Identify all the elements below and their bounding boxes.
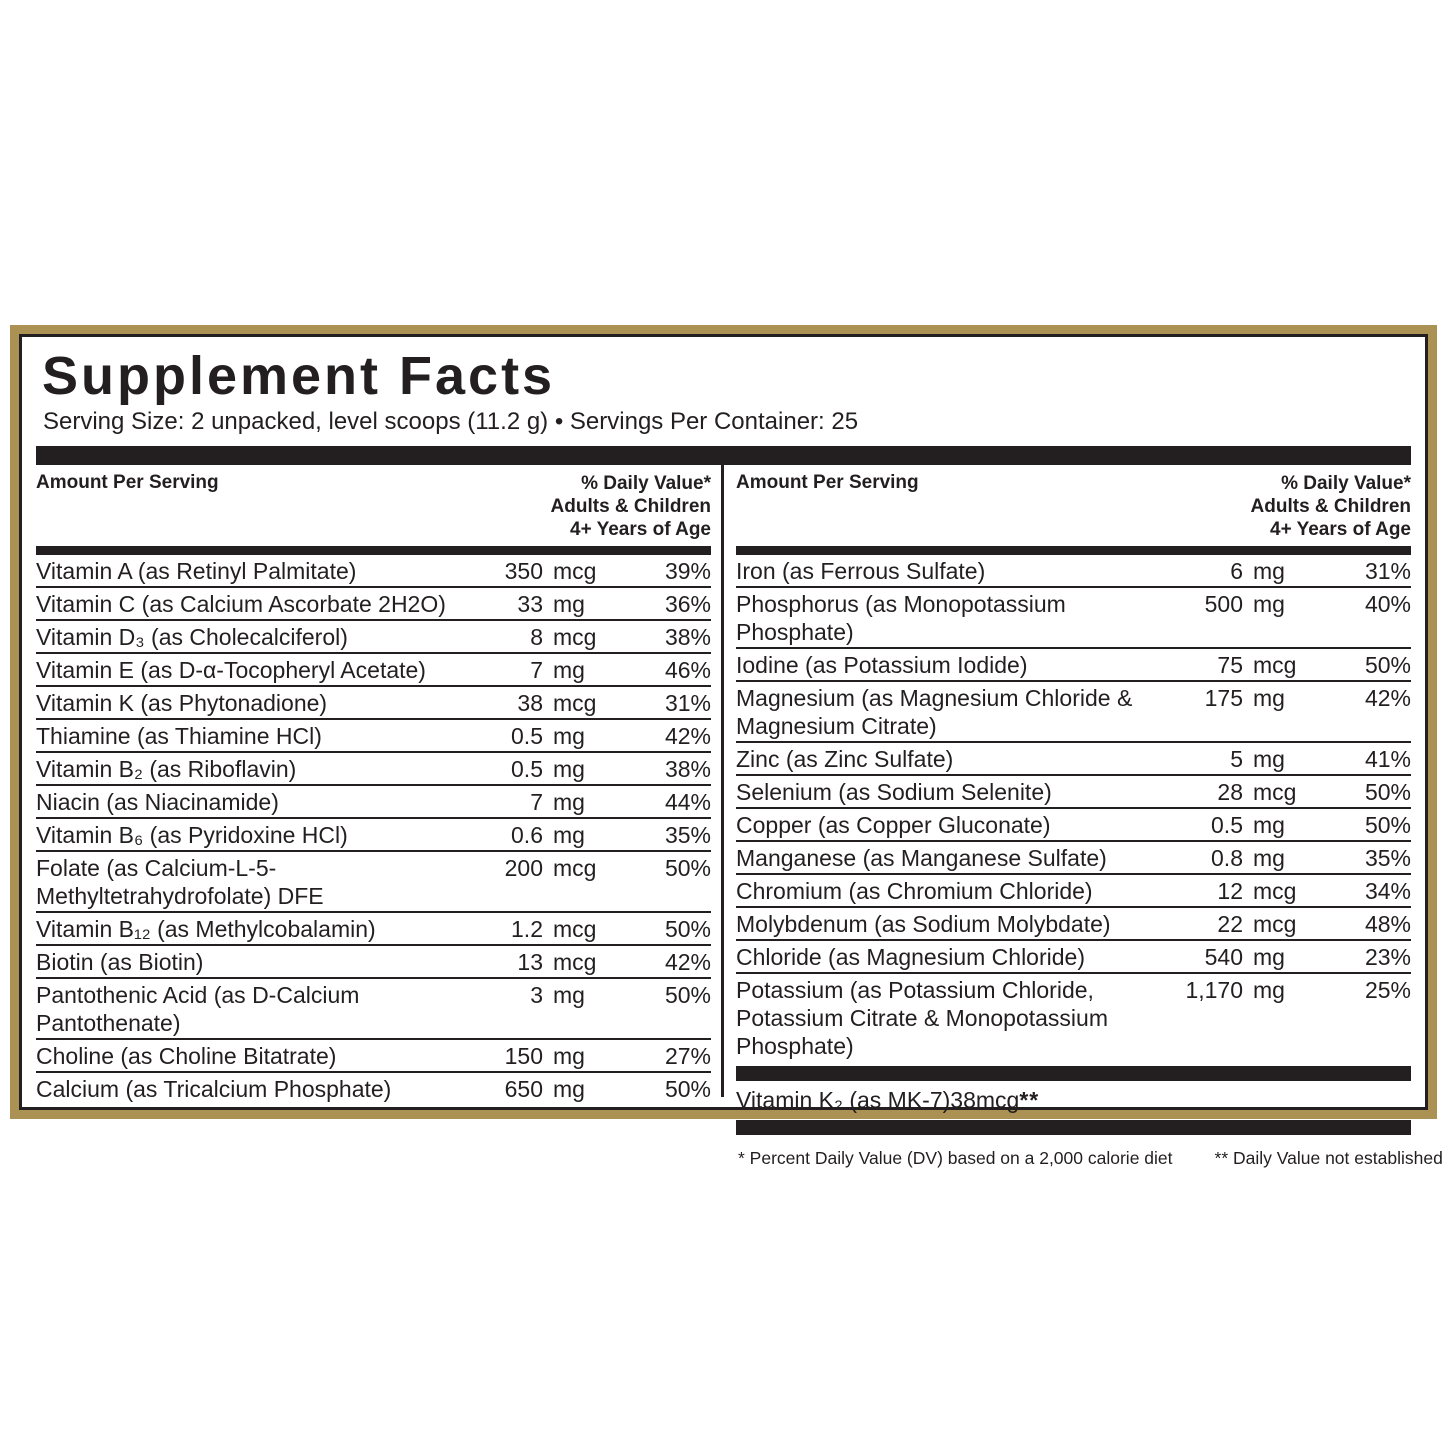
nutrient-amount: 75 bbox=[1217, 652, 1243, 678]
nutrient-row bbox=[36, 946, 711, 979]
amount-per-serving-label: Amount Per Serving bbox=[736, 472, 919, 493]
nutrient-row bbox=[36, 621, 711, 654]
nutrient-row bbox=[736, 908, 1411, 941]
nutrient-amount: 8 bbox=[530, 624, 543, 650]
nutrient-name: Folate (as Calcium-L-5-Methyltetrahydrofolate) DFE bbox=[36, 855, 324, 909]
supplement-facts-panel bbox=[10, 325, 1443, 1168]
panel-inner-border bbox=[19, 334, 1443, 1168]
nutrient-dv: 42% bbox=[1364, 685, 1411, 711]
nutrient-amount: 650 bbox=[504, 1076, 543, 1102]
daily-value-line3: 4+ Years of Age bbox=[1270, 519, 1411, 540]
nutrient-unit: mcg bbox=[553, 558, 597, 584]
nutrient-unit: mg bbox=[1253, 685, 1285, 711]
nutrient-unit: mcg bbox=[553, 855, 597, 881]
nutrient-dv: 42% bbox=[664, 723, 711, 749]
nutrient-row bbox=[736, 555, 1411, 588]
nutrient-name: Thiamine (as Thiamine HCl) bbox=[36, 723, 322, 749]
nutrient-amount: 13 bbox=[517, 949, 543, 975]
nutrient-dv: 38% bbox=[664, 756, 711, 782]
nutrient-name: Vitamin B₁₂ (as Methylcobalamin) bbox=[36, 916, 376, 942]
nutrient-dv-not-established: ** bbox=[1019, 1087, 1040, 1113]
nutrient-name: Chloride (as Magnesium Chloride) bbox=[736, 944, 1085, 970]
nutrient-row bbox=[736, 842, 1411, 875]
nutrient-name: Selenium (as Sodium Selenite) bbox=[736, 779, 1052, 805]
nutrient-dv: 50% bbox=[1364, 812, 1411, 838]
nutrient-amount: 22 bbox=[1217, 911, 1243, 937]
nutrient-unit: mg bbox=[1253, 558, 1285, 584]
nutrient-name: Vitamin A (as Retinyl Palmitate) bbox=[36, 558, 357, 584]
nutrient-dv: 35% bbox=[664, 822, 711, 848]
nutrient-dv: 50% bbox=[664, 982, 711, 1008]
nutrient-name: Vitamin C (as Calcium Ascorbate 2H2O) bbox=[36, 591, 446, 617]
nutrient-unit: mg bbox=[553, 1043, 585, 1069]
nutrient-dv: 36% bbox=[664, 591, 711, 617]
amount-per-serving-label: Amount Per Serving bbox=[36, 472, 219, 493]
nutrient-amount: 6 bbox=[1230, 558, 1243, 584]
nutrient-amount: 175 bbox=[1204, 685, 1243, 711]
nutrient-row bbox=[736, 588, 1411, 649]
nutrient-name: Vitamin B₆ (as Pyridoxine HCl) bbox=[36, 822, 348, 848]
header-divider-bar bbox=[36, 546, 711, 555]
nutrient-row bbox=[736, 941, 1411, 974]
footnotes bbox=[736, 1140, 1443, 1169]
nutrient-amount: 200 bbox=[504, 855, 543, 881]
nutrient-row bbox=[36, 588, 711, 621]
nutrient-rows-right bbox=[736, 555, 1411, 1061]
nutrient-unit: mg bbox=[1253, 746, 1285, 772]
nutrient-dv: 31% bbox=[1364, 558, 1411, 584]
nutrient-name: Molybdenum (as Sodium Molybdate) bbox=[736, 911, 1111, 937]
nutrient-dv: 31% bbox=[664, 690, 711, 716]
nutrient-amount: 150 bbox=[504, 1043, 543, 1069]
vitamin-k2-row bbox=[736, 1086, 1411, 1115]
footnote-daily-value: * Percent Daily Value (DV) based on a 2,000 calorie diet bbox=[738, 1148, 1173, 1168]
nutrient-row bbox=[736, 776, 1411, 809]
nutrient-amount: 350 bbox=[504, 558, 543, 584]
nutrient-name: Copper (as Copper Gluconate) bbox=[736, 812, 1051, 838]
nutrient-row bbox=[36, 753, 711, 786]
nutrient-row bbox=[36, 819, 711, 852]
nutrient-dv: 48% bbox=[1364, 911, 1411, 937]
header-divider-bar bbox=[736, 546, 1411, 555]
nutrient-dv: 25% bbox=[1364, 977, 1411, 1003]
nutrient-unit: mg bbox=[553, 1076, 585, 1102]
nutrient-dv: 39% bbox=[664, 558, 711, 584]
daily-value-line2: Adults & Children bbox=[550, 496, 711, 517]
section-divider-bar bbox=[736, 1120, 1411, 1135]
nutrient-name: Iron (as Ferrous Sulfate) bbox=[736, 558, 986, 584]
nutrient-dv: 50% bbox=[1364, 652, 1411, 678]
nutrient-dv: 38% bbox=[664, 624, 711, 650]
daily-value-line1: % Daily Value* bbox=[1281, 473, 1411, 494]
nutrient-name: Calcium (as Tricalcium Phosphate) bbox=[36, 1076, 392, 1102]
nutrient-amount: 7 bbox=[530, 789, 543, 815]
nutrient-amount: 0.5 bbox=[1211, 812, 1243, 838]
panel-title: Supplement Facts bbox=[42, 346, 556, 406]
nutrient-unit: mcg bbox=[553, 624, 597, 650]
nutrient-amount: 5 bbox=[1230, 746, 1243, 772]
nutrient-row bbox=[736, 809, 1411, 842]
column-right bbox=[721, 465, 1443, 1168]
nutrient-name: Zinc (as Zinc Sulfate) bbox=[736, 746, 954, 772]
nutrient-name: Vitamin E (as D-α-Tocopheryl Acetate) bbox=[36, 657, 426, 683]
nutrient-amount: 33 bbox=[517, 591, 543, 617]
nutrient-amount: 1.2 bbox=[511, 916, 543, 942]
nutrient-row bbox=[36, 1073, 711, 1104]
nutrient-row bbox=[36, 687, 711, 720]
nutrient-unit: mcg bbox=[1253, 652, 1297, 678]
nutrient-amount: 500 bbox=[1204, 591, 1243, 617]
nutrient-unit: mg bbox=[553, 982, 585, 1008]
nutrient-unit: mg bbox=[553, 591, 585, 617]
nutrient-unit: mg bbox=[1253, 845, 1285, 871]
nutrient-name: Niacin (as Niacinamide) bbox=[36, 789, 279, 815]
nutrient-name: Vitamin B₂ (as Riboflavin) bbox=[36, 756, 297, 782]
nutrient-row bbox=[36, 1040, 711, 1073]
nutrient-unit: mg bbox=[1253, 591, 1285, 617]
nutrient-row bbox=[36, 852, 711, 913]
nutrient-row bbox=[736, 682, 1411, 743]
nutrient-unit: mg bbox=[1253, 977, 1285, 1003]
nutrient-amount: 38 bbox=[517, 690, 543, 716]
nutrient-row bbox=[36, 720, 711, 753]
daily-value-header bbox=[551, 472, 711, 541]
nutrient-row bbox=[736, 743, 1411, 776]
nutrient-dv: 27% bbox=[664, 1043, 711, 1069]
daily-value-line2: Adults & Children bbox=[1250, 496, 1411, 517]
nutrient-dv: 40% bbox=[1364, 591, 1411, 617]
nutrient-unit: mcg bbox=[553, 949, 597, 975]
nutrient-name: Biotin (as Biotin) bbox=[36, 949, 204, 975]
nutrient-dv: 34% bbox=[1364, 878, 1411, 904]
nutrient-columns bbox=[36, 465, 1443, 1168]
nutrient-unit: mcg bbox=[1253, 878, 1297, 904]
nutrient-dv: 35% bbox=[1364, 845, 1411, 871]
footnote-not-established: ** Daily Value not established bbox=[1214, 1148, 1443, 1168]
nutrient-row bbox=[736, 649, 1411, 682]
nutrient-name: Vitamin D₃ (as Cholecalciferol) bbox=[36, 624, 348, 650]
nutrient-name: Vitamin K (as Phytonadione) bbox=[36, 690, 328, 716]
nutrient-unit: mg bbox=[1253, 944, 1285, 970]
nutrient-name: Vitamin K₂ (as MK-7) bbox=[736, 1087, 951, 1113]
nutrient-rows-left bbox=[36, 555, 711, 1104]
column-left-header bbox=[36, 465, 711, 546]
nutrient-dv: 42% bbox=[664, 949, 711, 975]
nutrient-name: Iodine (as Potassium Iodide) bbox=[736, 652, 1028, 678]
nutrient-unit: mg bbox=[553, 723, 585, 749]
nutrient-dv: 50% bbox=[664, 855, 711, 881]
nutrient-unit: mcg bbox=[1253, 779, 1297, 805]
nutrient-unit: mg bbox=[553, 657, 585, 683]
top-divider-bar bbox=[36, 446, 1411, 465]
nutrient-amount: 0.5 bbox=[511, 756, 543, 782]
daily-value-header bbox=[1251, 472, 1411, 541]
nutrient-name: Choline (as Choline Bitatrate) bbox=[36, 1043, 337, 1069]
nutrient-unit: mg bbox=[553, 822, 585, 848]
nutrient-amount: 540 bbox=[1204, 944, 1243, 970]
nutrient-amount: 7 bbox=[530, 657, 543, 683]
nutrient-name: Chromium (as Chromium Chloride) bbox=[736, 878, 1093, 904]
nutrient-dv: 23% bbox=[1364, 944, 1411, 970]
nutrient-row bbox=[736, 875, 1411, 908]
nutrient-row bbox=[36, 786, 711, 819]
nutrient-unit: mcg bbox=[1253, 911, 1297, 937]
nutrient-unit: mcg bbox=[975, 1087, 1020, 1113]
nutrient-dv: 50% bbox=[664, 1076, 711, 1102]
nutrient-dv: 46% bbox=[664, 657, 711, 683]
nutrient-unit: mg bbox=[553, 789, 585, 815]
nutrient-amount: 1,170 bbox=[1185, 977, 1243, 1003]
nutrient-unit: mg bbox=[1253, 812, 1285, 838]
nutrient-name: Phosphorus (as Monopotassium Phosphate) bbox=[736, 591, 1066, 645]
nutrient-amount: 0.8 bbox=[1211, 845, 1243, 871]
nutrient-name: Potassium (as Potassium Chloride, Potassium Citrate & Monopotassium Phosphate) bbox=[736, 977, 1108, 1059]
serving-info: Serving Size: 2 unpacked, level scoops (11.2 g) • Servings Per Container: 25 bbox=[43, 408, 859, 435]
section-divider-bar bbox=[736, 1066, 1411, 1081]
nutrient-unit: mcg bbox=[553, 916, 597, 942]
nutrient-dv: 50% bbox=[1364, 779, 1411, 805]
nutrient-name: Magnesium (as Magnesium Chloride & Magnesium Citrate) bbox=[736, 685, 1133, 739]
daily-value-line3: 4+ Years of Age bbox=[570, 519, 711, 540]
nutrient-row bbox=[36, 979, 711, 1040]
nutrient-unit: mg bbox=[553, 756, 585, 782]
daily-value-line1: % Daily Value* bbox=[581, 473, 711, 494]
column-left bbox=[36, 465, 721, 1102]
nutrient-unit: mcg bbox=[553, 690, 597, 716]
nutrient-dv: 41% bbox=[1364, 746, 1411, 772]
nutrient-row bbox=[36, 654, 711, 687]
nutrient-amount: 0.5 bbox=[511, 723, 543, 749]
nutrient-amount: 3 bbox=[530, 982, 543, 1008]
nutrient-amount: 12 bbox=[1217, 878, 1243, 904]
nutrient-row bbox=[36, 555, 711, 588]
nutrient-name: Manganese (as Manganese Sulfate) bbox=[736, 845, 1107, 871]
nutrient-row bbox=[36, 913, 711, 946]
nutrient-dv: 44% bbox=[664, 789, 711, 815]
column-right-header bbox=[736, 465, 1411, 546]
nutrient-row bbox=[736, 974, 1411, 1061]
nutrient-dv: 50% bbox=[664, 916, 711, 942]
nutrient-name: Pantothenic Acid (as D-Calcium Pantothenate) bbox=[36, 982, 360, 1036]
nutrient-amount: 38 bbox=[950, 1087, 976, 1113]
nutrient-amount: 28 bbox=[1217, 779, 1243, 805]
nutrient-amount: 0.6 bbox=[511, 822, 543, 848]
